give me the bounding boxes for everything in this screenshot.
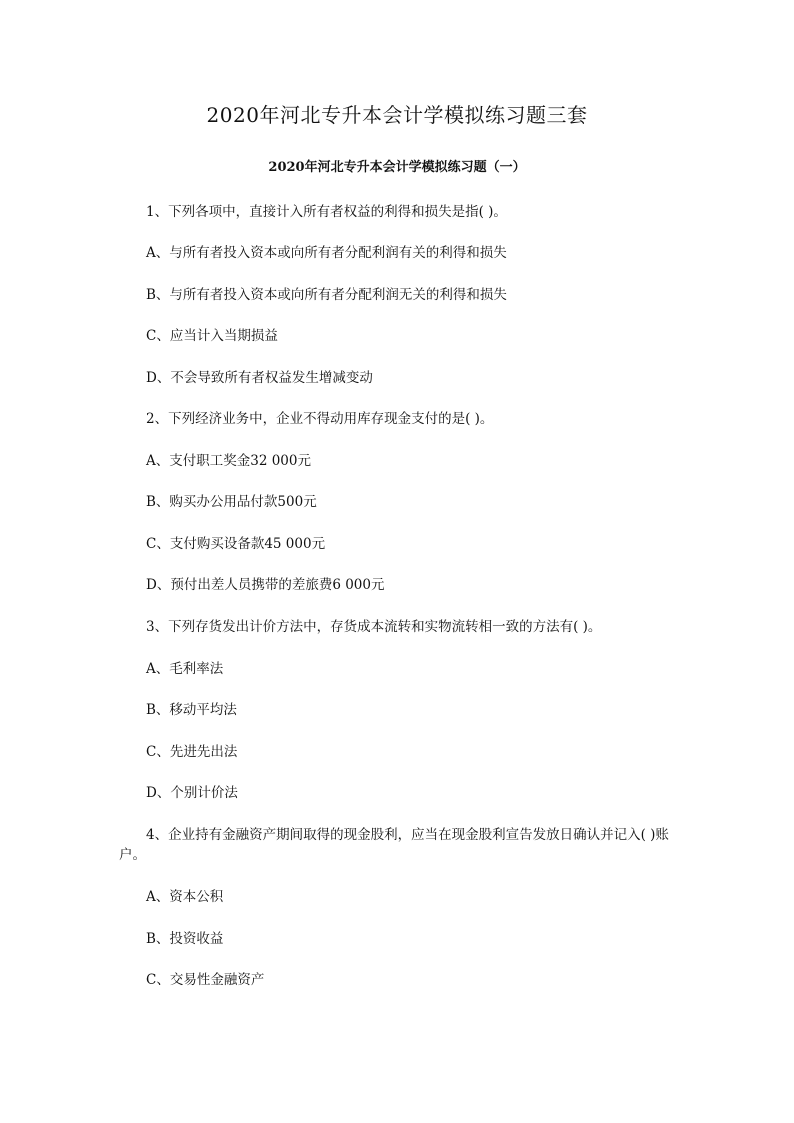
- question-2-option-d: D、预付出差人员携带的差旅费6 000元: [146, 577, 385, 593]
- question-3-option-c: C、先进先出法: [146, 744, 238, 760]
- question-1-option-c: C、应当计入当期损益: [146, 328, 278, 344]
- question-2-option-a: A、支付职工奖金32 000元: [146, 453, 311, 469]
- question-1: 1、下列各项中，直接计入所有者权益的利得和损失是指( )。: [146, 204, 507, 220]
- question-2: 2、下列经济业务中，企业不得动用库存现金支付的是( )。: [146, 411, 494, 427]
- question-4: 4、企业持有金融资产期间取得的现金股利，应当在现金股利宣告发放日确认并记入( )账户。: [119, 827, 669, 863]
- question-3-option-b: B、移动平均法: [146, 702, 237, 718]
- question-4-option-a: A、资本公积: [146, 889, 224, 905]
- question-3-option-d: D、个别计价法: [146, 785, 238, 801]
- question-3: 3、下列存货发出计价方法中，存货成本流转和实物流转相一致的方法有( )。: [146, 619, 602, 635]
- question-2-option-c: C、支付购买设备款45 000元: [146, 536, 326, 552]
- question-1-option-a: A、与所有者投入资本或向所有者分配利润有关的利得和损失: [146, 245, 507, 261]
- document-subtitle: 2020年河北专升本会计学模拟练习题（一）: [268, 160, 526, 175]
- document-title: 2020年河北专升本会计学模拟练习题三套: [206, 103, 588, 127]
- question-1-option-d: D、不会导致所有者权益发生增减变动: [146, 370, 373, 386]
- question-1-option-b: B、与所有者投入资本或向所有者分配利润无关的利得和损失: [146, 287, 507, 303]
- question-4-option-c: C、交易性金融资产: [146, 972, 265, 988]
- question-3-option-a: A、毛利率法: [146, 661, 224, 677]
- question-4-option-b: B、投资收益: [146, 931, 224, 947]
- question-2-option-b: B、购买办公用品付款500元: [146, 494, 317, 510]
